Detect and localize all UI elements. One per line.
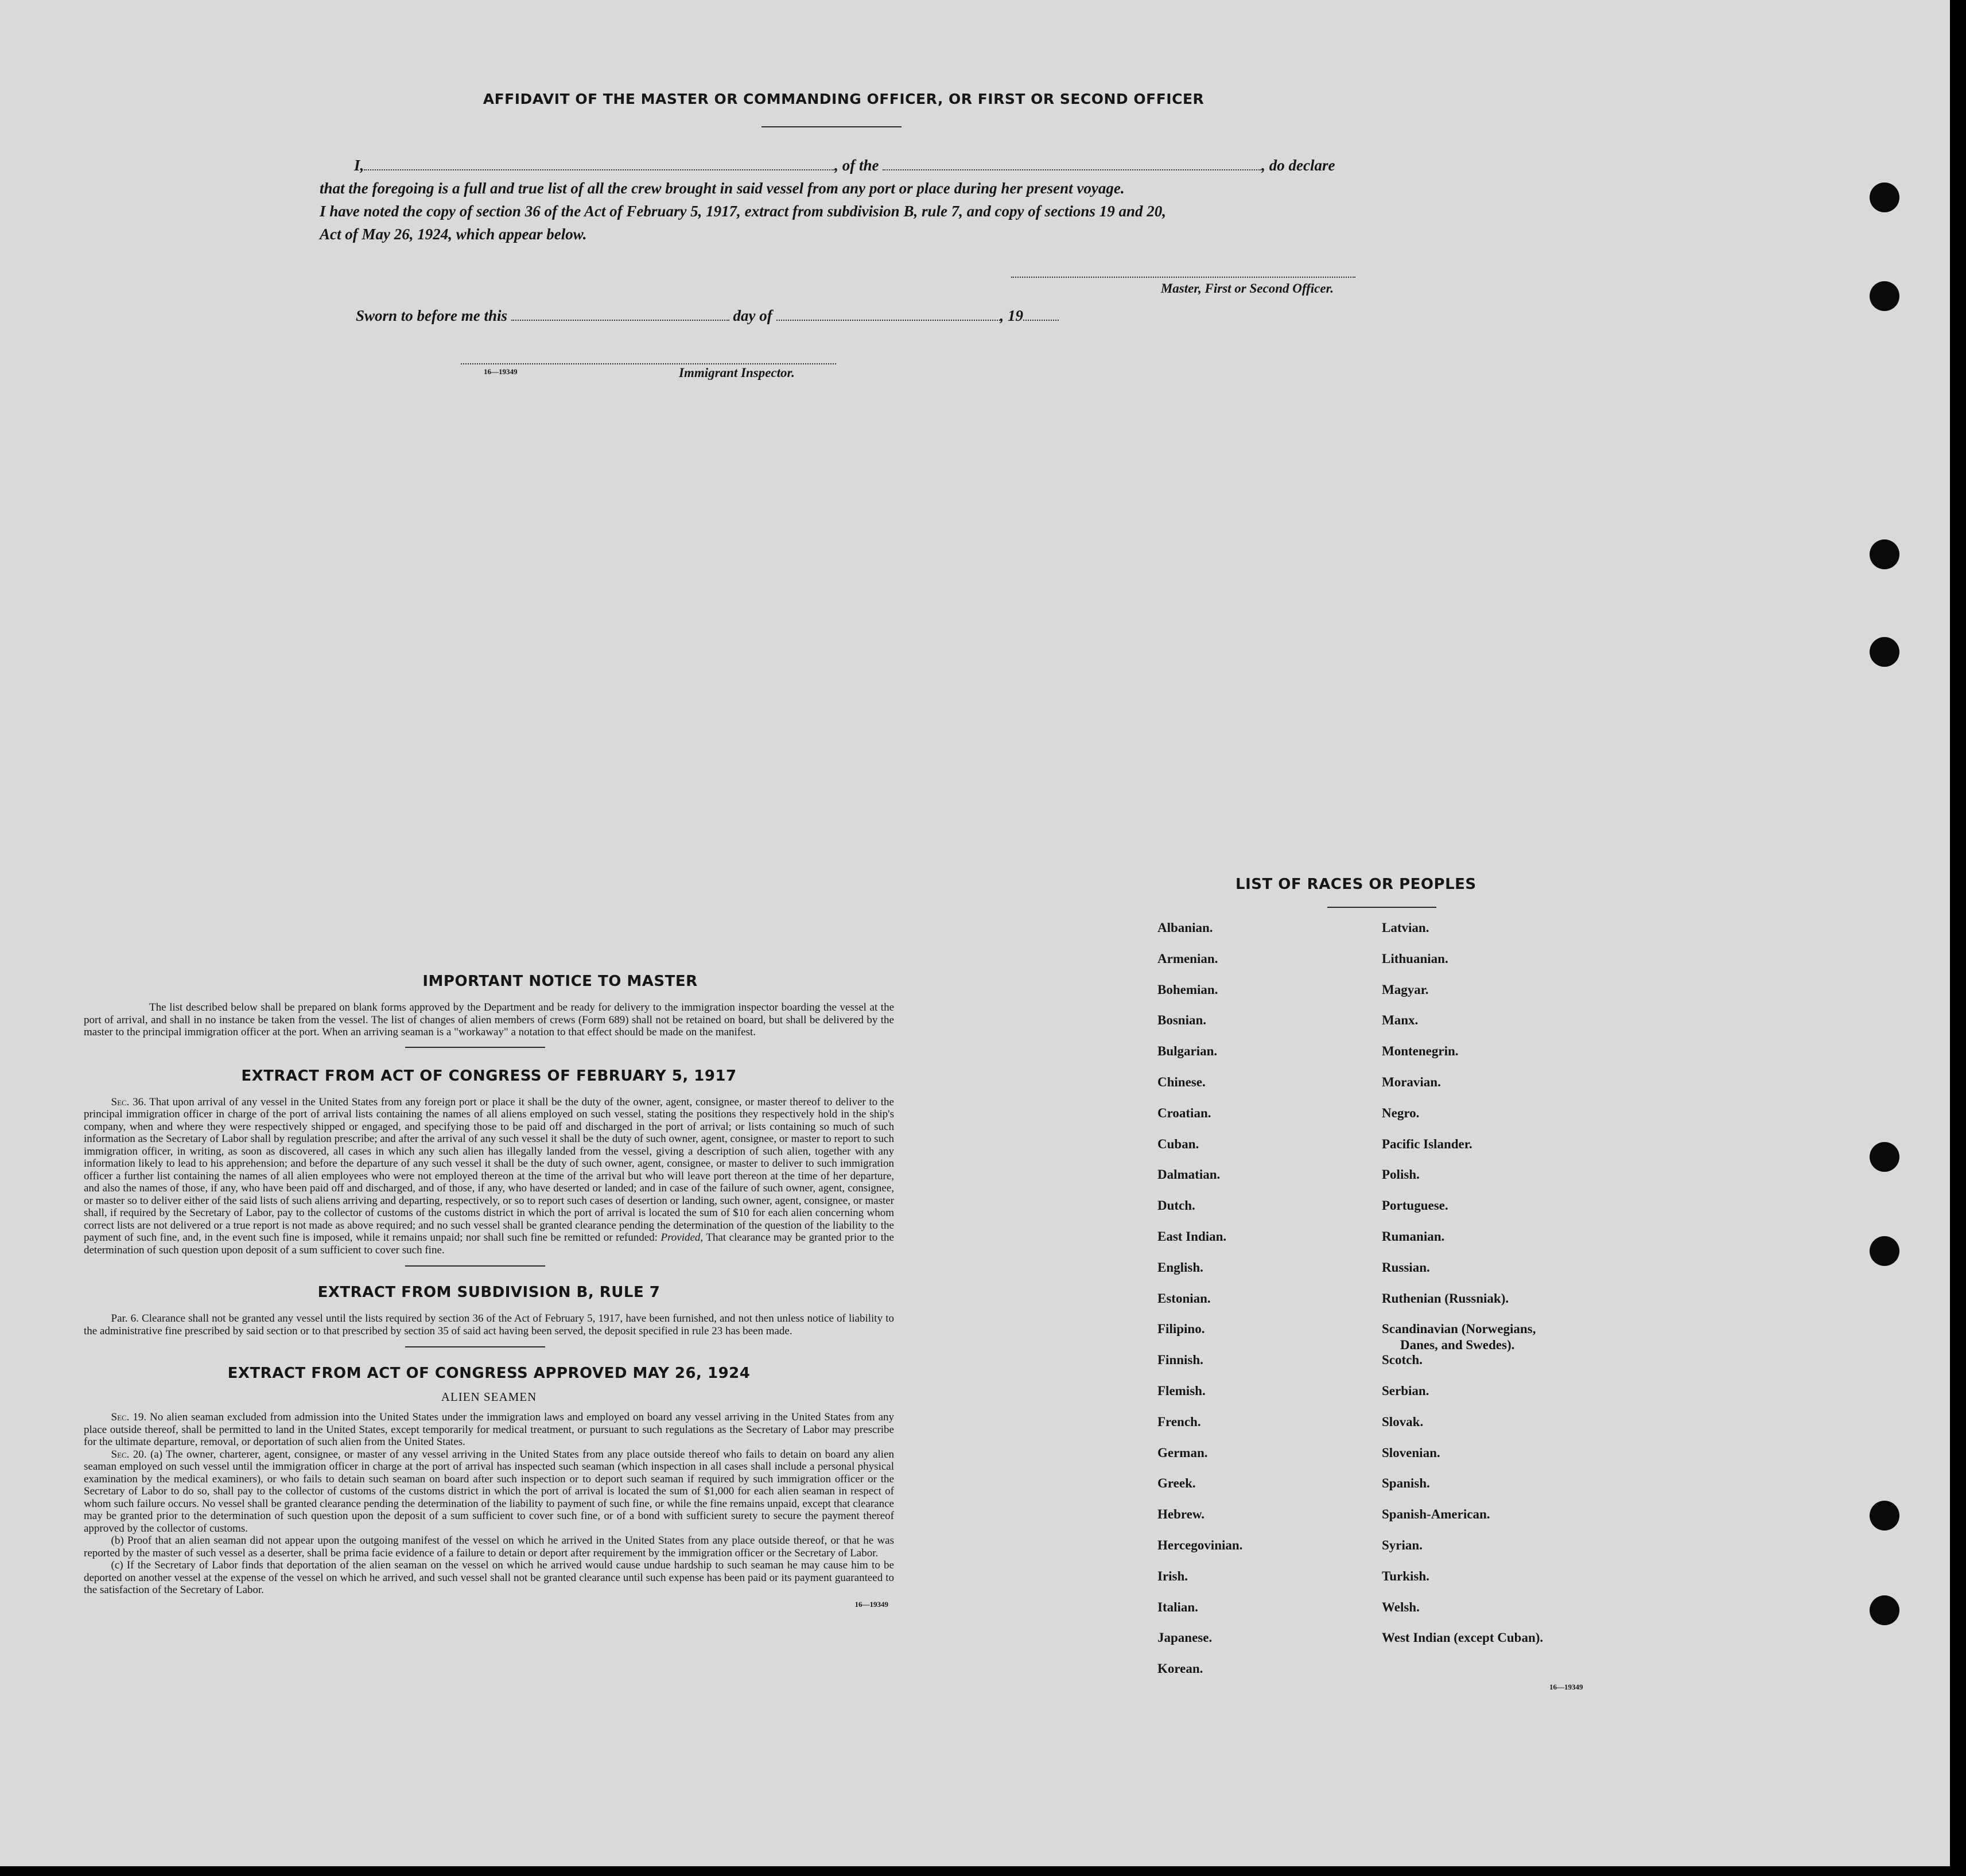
binder-hole-8 (1870, 1595, 1899, 1625)
race-right-item: Montenegrin. (1382, 1044, 1459, 1059)
master-signature-caption: Master, First or Second Officer. (1160, 281, 1334, 296)
declaration-i: I, (354, 157, 364, 174)
race-right-item: Scotch. (1382, 1353, 1423, 1368)
extract-form-number: 16—19349 (854, 1599, 888, 1609)
race-left-item: Armenian. (1157, 951, 1218, 966)
race-left-item: German. (1157, 1445, 1208, 1460)
sworn-year-blank[interactable] (1023, 320, 1059, 321)
race-right-item: Welsh. (1382, 1599, 1420, 1614)
race-left-item: Albanian. (1157, 920, 1213, 935)
race-left-item: Bosnian. (1157, 1013, 1207, 1028)
race-right-item: Scandinavian (Norwegians, (1382, 1322, 1536, 1337)
sec-20a-text: (a) The owner, charterer, agent, consignee, or master of any vessel arriving in the United States from any place outside thereof who fails to detain on board any alien seaman employed on such vessel until the immigration officer in charge at the port of arrival has inspected such seaman (which inspection in all cases shall include a personal physical examination by the medical examiners), or who fails to detain such seaman on board after such inspection or to deport such seaman if required by such immigration officer or the Secretary of Labor to do so, shall pay to the collector of customs of the customs district in which the port of arrival is located the sum of $1,000 for each alien seaman in respect of whom such failure occurs. No vessel shall be granted clearance pending the determination of the liability to payment of such fine, or while the fine remains unpaid, except that clearance may be granted prior to the determination of such question upon the deposit of a sum sufficient to cover such fine, or of a bond with sufficient surety to secure the payment thereof approved by the collector of customs. (84, 1448, 894, 1535)
declaration-line-2: that the foregoing is a full and true list of all the crew brought in said vessel from any port or place during her present voyage. (320, 180, 1125, 197)
race-left-item: Cuban. (1157, 1136, 1199, 1151)
race-right-item: Moravian. (1382, 1075, 1441, 1089)
race-right-item: Spanish-American. (1382, 1507, 1490, 1522)
affidavit-form-number: 16—19349 (484, 367, 518, 376)
inspector-signature-line[interactable] (461, 363, 836, 364)
race-right-item: Negro. (1382, 1105, 1420, 1120)
race-right-item: Lithuanian. (1382, 951, 1448, 966)
race-right-item: Pacific Islander. (1382, 1136, 1472, 1151)
race-left-item: Bohemian. (1157, 982, 1218, 997)
inspector-caption: Immigrant Inspector. (679, 366, 795, 380)
race-left-item: Flemish. (1157, 1384, 1206, 1398)
sworn-start: Sworn to before me this (356, 307, 508, 324)
race-left-item: Filipino. (1157, 1322, 1205, 1337)
declaration-line-4: Act of May 26, 1924, which appear below. (320, 226, 587, 243)
race-right-item: Magyar. (1382, 982, 1429, 997)
race-right-item: Manx. (1382, 1013, 1419, 1028)
race-left-item: Estonian. (1157, 1291, 1211, 1306)
race-right-item: Slovenian. (1382, 1445, 1440, 1460)
race-right-item: Syrian. (1382, 1538, 1423, 1552)
extract-rule7-title: EXTRACT FROM SUBDIVISION B, RULE 7 (317, 1284, 660, 1301)
extract-1917-text (84, 1096, 894, 1257)
race-right-item: Turkish. (1382, 1568, 1429, 1583)
race-left-item: Chinese. (1157, 1075, 1206, 1089)
sec-19-label: Sec. 19. (111, 1411, 147, 1423)
binder-hole-4 (1870, 637, 1899, 667)
race-left-item: Italian. (1157, 1599, 1198, 1614)
sworn-line (356, 304, 1059, 327)
race-right-item: Polish. (1382, 1167, 1420, 1182)
title-divider (761, 126, 902, 127)
declaration-end: , do declare (1261, 157, 1335, 174)
notice-text: The list described below shall be prepared on blank forms approved by the Department and be ready for delivery to the immigration inspector boarding the vessel at the port of arrival, and shall in no instance be taken from the vessel. The list of changes of alien members of crews (Form 689) shall not be retained on board, but shall be delivered by the master to the principal immigration officer at the port. When an arriving seaman is a "workaway" a notation to that effect should be made on the manifest. (84, 1001, 894, 1038)
master-signature-line[interactable] (1011, 277, 1355, 278)
sec-36-text-end: That clearance may be granted prior to the determination of such question upon deposit of a sum sufficient to cover such fine. (84, 1232, 894, 1256)
race-left-item: Greek. (1157, 1476, 1196, 1491)
sec-20b: (b) Proof that an alien seaman did not appear upon the outgoing manifest of the vessel on which he arrived in the United States from any place outside thereof, or that he was reported by the master of such vessel as a deserter, shall be prima facie evidence of a failure to detain or deport after requirement by the immigration officer or the Secretary of Labor. (84, 1535, 894, 1559)
binder-hole-6 (1870, 1236, 1899, 1266)
race-right-item: Latvian. (1382, 920, 1429, 935)
binder-hole-1 (1870, 182, 1899, 212)
race-left-item: Korean. (1157, 1661, 1203, 1676)
race-left-item: Hebrew. (1157, 1507, 1205, 1522)
affidavit-title: AFFIDAVIT OF THE MASTER OR COMMANDING OFFICER, OR FIRST OR SECOND OFFICER (483, 91, 1205, 107)
divider-2 (405, 1265, 545, 1267)
declaration-line-3: I have noted the copy of section 36 of the Act of February 5, 1917, extract from subdivision B, rule 7, and copy of sections 19 and 20, (320, 203, 1166, 220)
race-left-item: Finnish. (1157, 1353, 1203, 1368)
notice-title: IMPORTANT NOTICE TO MASTER (422, 973, 698, 990)
extract-1917-title: EXTRACT FROM ACT OF CONGRESS OF FEBRUARY 5, 1917 (241, 1067, 737, 1085)
races-divider (1327, 907, 1436, 908)
sworn-day-blank[interactable] (511, 320, 729, 321)
extract-rule7-text: Par. 6. Clearance shall not be granted any vessel until the lists required by section 36 of the Act of February 5, 1917, have been furnished, and not then unless notice of liability to the administrative fine prescribed by said section or to that prescribed by section 35 of said act having been served, the deposit specified in rule 23 has been made. (84, 1312, 894, 1337)
sec-19-text: No alien seaman excluded from admission into the United States under the immigration laws and employed on board any vessel arriving in the United States from any place outside thereof, shall be permitted to land in the United States, except temporarily for medical treatment, or pursuant to such regulations as the Secretary of Labor may prescribe for the ultimate departure, removal, or deportation of such alien from the United States. (84, 1411, 894, 1448)
binder-hole-3 (1870, 539, 1899, 569)
sec-19 (84, 1411, 894, 1448)
sec-20a (84, 1448, 894, 1535)
declaration-of: , of the (834, 157, 879, 174)
race-right-item: Russian. (1382, 1260, 1430, 1275)
race-right-item: Ruthenian (Russniak). (1382, 1291, 1509, 1306)
regulations-column (84, 973, 894, 1609)
sworn-year: , 19 (1000, 307, 1024, 324)
sworn-month-blank[interactable] (776, 320, 1000, 321)
sec-36-text: That upon arrival of any vessel in the United States from any foreign port or place it shall be the duty of the owner, agent, consignee, or master thereof to deliver to the principal immigration officer in charge of the port of arrival lists containing the names of all aliens employed on such vessel, stating the positions they respectively hold in the ship's company, when and where they were respectively shipped or engaged, and specifying those to be paid off and discharged in the port of arrival; or lists containing so much of such information as the Secretary of Labor shall by regulation prescribe; and after the arrival of any such vessel it shall be the duty of such owner, agent, consignee, or master to report to such immigration officer, in writing, as soon as discovered, all cases in which any such alien has illegally landed from the vessel, giving a description of such alien, together with any information likely to lead to his apprehension; and before the departure of any such vessel it shall be the duty of such owner, agent, consignee, or master to deliver to such immigration officer a further list containing the names of all alien employees who were not employed thereon at the time of the arrival but who will leave port thereon at the time of her departure, and also the names of those, if any, who have been paid off and discharged, and of those, if any, who have deserted or landed; and in case of the failure of such owner, agent, consignee, or master so to deliver either of the said lists of such aliens arriving and departing, respectively, or so to report such cases of desertion or landing, such owner, agent, consignee, or master shall, if required by the Secretary of Labor, pay to the collector of customs of the customs district in which the port of arrival is located the sum of $10 for each alien concerning whom correct lists are not delivered or a true report is not made as above required; and no such vessel shall be granted clearance pending the determination of the question of the liability to the payment of such fine, and, in the event such fine is imposed, while it remains unpaid; nor shall such fine be remitted or refunded: (84, 1096, 894, 1244)
race-right-item: Slovak. (1382, 1414, 1424, 1429)
divider-3 (405, 1346, 545, 1347)
race-right-item: West Indian (except Cuban). (1382, 1630, 1544, 1645)
name-blank[interactable] (364, 169, 834, 170)
race-left-item: Dalmatian. (1157, 1167, 1221, 1182)
race-left-item: English. (1157, 1260, 1203, 1275)
race-left-item: Japanese. (1157, 1630, 1213, 1645)
sec-20c: (c) If the Secretary of Labor finds that deportation of the alien seaman on the vessel on which he arrived would cause undue hardship to such seaman he may cause him to be deported on another vessel at the expense of the vessel on which he arrived, and such vessel shall not be granted clearance until such expense has been paid or its payment guaranteed to the satisfaction of the Secretary of Labor. (84, 1559, 894, 1596)
races-form-number: 16—19349 (1549, 1683, 1583, 1691)
race-left-item: Dutch. (1157, 1198, 1195, 1213)
race-left-item: Bulgarian. (1157, 1044, 1218, 1059)
extract-1924-title: EXTRACT FROM ACT OF CONGRESS APPROVED MAY 26, 1924 (227, 1365, 751, 1382)
declaration-line-1 (320, 154, 1387, 177)
race-right-item: Rumanian. (1382, 1229, 1445, 1244)
races-title: LIST OF RACES OR PEOPLES (1235, 876, 1477, 893)
divider-1 (405, 1047, 545, 1048)
sec-36-label: Sec. 36. (111, 1096, 146, 1108)
sec-36-provided: Provided, (660, 1232, 704, 1244)
race-left-item: Irish. (1157, 1568, 1188, 1583)
race-left-item: Croatian. (1157, 1105, 1211, 1120)
alien-seamen-subtitle: ALIEN SEAMEN (441, 1390, 537, 1404)
race-right-item: Danes, and Swedes). (1400, 1338, 1515, 1353)
race-left-item: East Indian. (1157, 1229, 1227, 1244)
affidavit-declaration (320, 154, 1387, 246)
binder-hole-5 (1870, 1142, 1899, 1172)
binder-hole-7 (1870, 1501, 1899, 1531)
race-right-item: Spanish. (1382, 1476, 1430, 1491)
race-right-item: Portuguese. (1382, 1198, 1448, 1213)
race-right-item: Serbian. (1382, 1384, 1429, 1398)
vessel-blank[interactable] (883, 169, 1261, 170)
binder-hole-2 (1870, 281, 1899, 311)
race-left-item: French. (1157, 1414, 1201, 1429)
race-left-item: Hercegovinian. (1157, 1538, 1243, 1552)
sworn-day-label: day of (733, 307, 772, 324)
sec-20-label: Sec. 20. (111, 1448, 147, 1461)
